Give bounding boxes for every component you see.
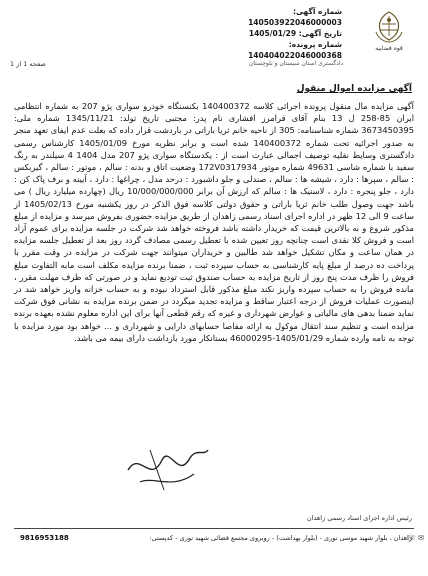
notice-title: آگهی مزایده اموال منقول xyxy=(296,84,412,94)
meta-notice-date: تاریخ آگهی: 1405/01/29 xyxy=(248,29,342,38)
meta-notice-number: شماره آگهی: 140503922046000003 xyxy=(248,7,342,27)
signature-image xyxy=(120,430,216,500)
contact-icons: ☏ ✉ xyxy=(407,534,424,542)
emblem-caption: قوه قضاییه xyxy=(375,45,403,52)
department-name: دادگستری استان سیستان و بلوچستان xyxy=(248,60,344,67)
meta-case-number: شماره پرونده: 140404022046000368 xyxy=(248,40,342,60)
judiciary-emblem-icon xyxy=(368,10,410,44)
footer-address: زاهدان ، بلوار شهید موسی نوری - (بلوار بهداشت) - روبروی مجتمع قضائی شهید نوری - کدپستی: xyxy=(149,534,412,542)
footer-phone: 9816953188 xyxy=(20,534,69,542)
signer-title: رئیس اداره اجرای اسناد رسمی زاهدان xyxy=(306,514,412,522)
notice-meta xyxy=(232,6,342,61)
notice-body: آگهی مزایده مال منقول پرونده اجرائی کلاسه 140400372 بکنسنگاه خودرو سواری پژو 207 به شماره انتظامی ایران 85-258 ل 13 بنام آقای فرامرز افشاری نام پدر: مجتبی تاریخ تولد: 1345/11/21 شماره ملی: 3673450395 شماره شناسنامه: 305 از ناحیه خانم ثریا باراتی در باردشت قرار داده که بعلت عدم ایفای تعهد منجر به صدور اجرائیه تحت شماره 140400372 شده است و برابر نظریه مورخ 1405/01/09 کارشناس رسمی دادگستری وسایط نقلیه توصیف اجمالی عبارت است از : یکدستگاه سواری پژو 207 مدل 1404 4 سیلندر به رنگ سفید با شماره شاسی 49631 شماره موتور 172V0317934 وضعیت اتاق و بدنه : سالم ، موتور : سالم ، گیربکس : سالم ، سپرها : دارد ، شیشه ها : سالم ، صندلی و جلو داشبورد : درحد مدل ، چراغها : دارد ، آیینه و برف پاک کن : دارد ، جلو پنجره : دارد ، لاستیک ها : سالم که ارزش آن برابر 10/000/000/000 ریال (چهارده میلیارد ریال ) می باشد جهت وصول طلب خانم ثریا باراتی و حقوق دولتی کلاسه فوق الذکر در روز یکشنبه مورخ 1405/02/13 از ساعت 9 الی 12 ظهر در اداره اجرای اسناد رسمی زاهدان از طریق مزایده حضوری بفروش میرسد و مزایده از مبلغ مذکور شروع و به بالاترین قیمت که خریدار داشته باشد فروخته خواهد شد شرکت در جلسه مزایده برای عموم آزاد است و فروش کلا نقدی است چنانچه روز تعیین شده با تعطیل رسمی مصادف گردد روز بعد از تعطیل جلسه مزایده در همان ساعت و مکان تشکیل خواهد شد طالبین و خریداران میتوانند جهت شرکت در مزایده در وقت مقرر با پرداخت ده درصد از مبلغ پایه کارشناسی به حساب سپرده ثبت ، ضمنا برنده مزایده مکلف است مابه التفاوت مبلغ فروش را ظرف مدت پنج روز از تاریخ مزایده به حساب صندوق ثبت تودیع نماید و در صورتی که ظرف مهلت مقرر ، مانده فروش را به حساب سپرده واریز نکند مبلغ مذکور قابل استرداد نبوده و به حساب خزانه واریز خواهد شد در اینصورت عملیات فروش از درجه اعتبار ساقط و مزایده تجدید میگردد در ضمن برنده مزایده به نشانی فوق شرکت نماید ضمنا بدهی های مالیاتی و عوارض شهرداری و غیره که رقم قطعی آنها برای این اداره معلوم نشده بعهده برنده مزایده است و تنظیم سند انتقال موکول به ارائه مفاصا حسابهای دارایی و شهرداری و ... خواهد بود مورد مزایده با توجه به نامه وارده شماره 1405/01/29-46000295 بستانکار مورد بازداشت دارای بیمه می باشد. xyxy=(14,101,415,343)
footer-divider xyxy=(14,528,414,529)
page-number: صفحه 1 از 1 xyxy=(10,60,46,68)
